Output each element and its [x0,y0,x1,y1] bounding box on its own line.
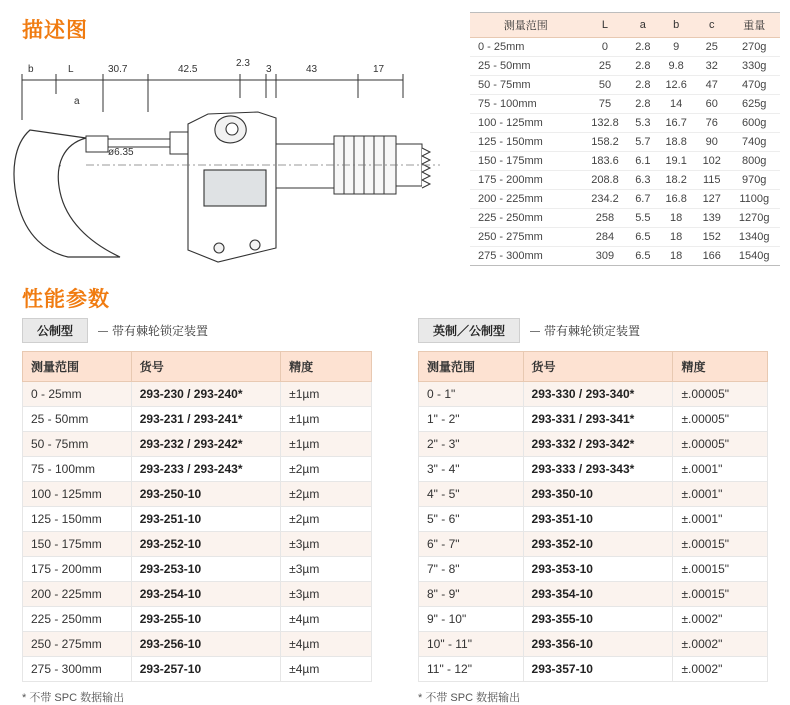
inch-model-block [418,318,768,705]
table-cell: 47 [695,76,728,95]
table-cell: 1270g [728,209,780,228]
cell-accuracy: ±3µm [281,582,372,607]
cell-accuracy: ±.00015" [673,557,768,582]
col-header-code: 货号 [131,352,280,382]
table-cell: 970g [728,171,780,190]
table-cell: 76 [695,114,728,133]
table-cell: 225 - 250mm [470,209,581,228]
cell-accuracy: ±4µm [281,657,372,682]
table-row [23,482,372,507]
cell-accuracy: ±2µm [281,507,372,532]
cell-accuracy: ±1µm [281,407,372,432]
cell-range: 10" - 11" [419,632,524,657]
col-header-L: L [581,13,628,38]
table-row [470,228,780,247]
table-cell: 234.2 [581,190,628,209]
table-row [23,532,372,557]
table-cell: 150 - 175mm [470,152,581,171]
col-header-range: 测量范围 [470,13,581,38]
table-cell: 75 - 100mm [470,95,581,114]
table-cell: 132.8 [581,114,628,133]
inch-order-table [418,351,768,682]
table-row [23,382,372,407]
table-row [470,57,780,76]
col-header-b: b [657,13,695,38]
label-42-5: 42.5 [178,64,198,75]
cell-accuracy: ±1µm [281,382,372,407]
table-row [23,607,372,632]
cell-order-code: 293-256-10 [131,632,280,657]
cell-order-code: 293-255-10 [131,607,280,632]
table-cell: 6.5 [628,247,657,266]
table-cell: 50 [581,76,628,95]
cell-order-code: 293-350-10 [523,482,673,507]
label-43: 43 [306,64,318,75]
table-cell: 158.2 [581,133,628,152]
label-dia-6-35: ø6.35 [108,147,134,158]
col-header-weight: 重量 [728,13,780,38]
table-row [419,457,768,482]
cell-accuracy: ±.00015" [673,582,768,607]
table-cell: 9 [657,38,695,57]
cell-range: 200 - 225mm [23,582,132,607]
cell-range: 75 - 100mm [23,457,132,482]
table-cell: 139 [695,209,728,228]
table-row [470,76,780,95]
table-cell: 600g [728,114,780,133]
cell-range: 275 - 300mm [23,657,132,682]
label-b: b [28,64,34,75]
metric-ratchet-note: 带有棘轮锁定装置 [98,322,208,339]
cell-accuracy: ±.00005" [673,382,768,407]
table-cell: 100 - 125mm [470,114,581,133]
cell-range: 7" - 8" [419,557,524,582]
inch-type-tag: 英制／公制型 [418,318,520,343]
table-cell: 25 [581,57,628,76]
cell-accuracy: ±.0001" [673,482,768,507]
metric-type-tag: 公制型 [22,318,88,343]
metric-block-header [22,318,372,343]
table-cell: 9.8 [657,57,695,76]
table-cell: 175 - 200mm [470,171,581,190]
inch-ratchet-note: 带有棘轮锁定装置 [530,322,640,339]
table-cell: 90 [695,133,728,152]
table-row [470,38,780,57]
table-cell: 6.1 [628,152,657,171]
cell-order-code: 293-354-10 [523,582,673,607]
cell-range: 2" - 3" [419,432,524,457]
cell-range: 0 - 1" [419,382,524,407]
col-header-a: a [628,13,657,38]
cell-range: 0 - 25mm [23,382,132,407]
table-row [23,582,372,607]
col-header-c: c [695,13,728,38]
table-header-row [419,352,768,382]
cell-accuracy: ±2µm [281,482,372,507]
label-17: 17 [373,64,385,75]
cell-order-code: 293-251-10 [131,507,280,532]
table-cell: 18 [657,209,695,228]
table-cell: 19.1 [657,152,695,171]
table-row [419,532,768,557]
table-row [23,657,372,682]
cell-order-code: 293-253-10 [131,557,280,582]
table-cell: 2.8 [628,76,657,95]
table-cell: 2.8 [628,95,657,114]
cell-accuracy: ±3µm [281,557,372,582]
cell-accuracy: ±.0001" [673,457,768,482]
table-row [470,190,780,209]
inch-block-header [418,318,768,343]
cell-order-code: 293-356-10 [523,632,673,657]
cell-accuracy: ±.0002" [673,607,768,632]
table-cell: 1340g [728,228,780,247]
table-row [23,407,372,432]
table-cell: 6.3 [628,171,657,190]
table-cell: 14 [657,95,695,114]
inch-footnote: * 不带 SPC 数据输出 [418,692,521,704]
table-cell: 0 - 25mm [470,38,581,57]
table-cell: 740g [728,133,780,152]
cell-order-code: 293-330 / 293-340* [523,382,673,407]
label-3: 3 [266,64,272,75]
cell-range: 50 - 75mm [23,432,132,457]
cell-range: 250 - 275mm [23,632,132,657]
table-cell: 12.6 [657,76,695,95]
col-header-accuracy: 精度 [281,352,372,382]
table-cell: 284 [581,228,628,247]
cell-order-code: 293-353-10 [523,557,673,582]
table-cell: 18 [657,247,695,266]
cell-range: 6" - 7" [419,532,524,557]
cell-range: 4" - 5" [419,482,524,507]
table-row [419,607,768,632]
table-row [470,171,780,190]
table-header-row [470,13,780,38]
cell-order-code: 293-352-10 [523,532,673,557]
cell-range: 3" - 4" [419,457,524,482]
table-row [470,209,780,228]
table-cell: 102 [695,152,728,171]
table-row [419,557,768,582]
table-cell: 208.8 [581,171,628,190]
table-row [470,152,780,171]
col-header-range: 测量范围 [419,352,524,382]
table-row [419,432,768,457]
table-cell: 800g [728,152,780,171]
micrometer-dimension-drawing [8,52,458,267]
col-header-code: 货号 [523,352,673,382]
table-row [419,657,768,682]
metric-footnote: * 不带 SPC 数据输出 [22,692,125,704]
cell-accuracy: ±1µm [281,432,372,457]
cell-order-code: 293-233 / 293-243* [131,457,280,482]
cell-accuracy: ±4µm [281,607,372,632]
table-cell: 6.5 [628,228,657,247]
metric-order-table [22,351,372,682]
cell-accuracy: ±.00015" [673,532,768,557]
table-row [470,95,780,114]
label-2-3: 2.3 [236,58,250,69]
table-header-row [23,352,372,382]
table-cell: 470g [728,76,780,95]
table-row [419,582,768,607]
table-cell: 1100g [728,190,780,209]
cell-order-code: 293-355-10 [523,607,673,632]
cell-range: 5" - 6" [419,507,524,532]
cell-range: 8" - 9" [419,582,524,607]
table-cell: 50 - 75mm [470,76,581,95]
table-cell: 270g [728,38,780,57]
table-cell: 5.5 [628,209,657,228]
table-row [23,632,372,657]
table-row [23,432,372,457]
table-cell: 25 - 50mm [470,57,581,76]
table-cell: 0 [581,38,628,57]
table-row [470,133,780,152]
page-title-description: 描述图 [22,19,88,42]
cell-range: 125 - 150mm [23,507,132,532]
table-row [419,507,768,532]
table-cell: 18.8 [657,133,695,152]
table-cell: 60 [695,95,728,114]
table-row [419,407,768,432]
cell-accuracy: ±.0002" [673,657,768,682]
table-row [470,114,780,133]
cell-order-code: 293-332 / 293-342* [523,432,673,457]
table-cell: 2.8 [628,38,657,57]
cell-order-code: 293-232 / 293-242* [131,432,280,457]
table-cell: 166 [695,247,728,266]
metric-model-block [22,318,372,705]
table-cell: 6.7 [628,190,657,209]
table-cell: 18 [657,228,695,247]
table-row [419,632,768,657]
cell-range: 175 - 200mm [23,557,132,582]
cell-range: 9" - 10" [419,607,524,632]
table-cell: 250 - 275mm [470,228,581,247]
table-cell: 5.7 [628,133,657,152]
table-row [23,507,372,532]
cell-range: 150 - 175mm [23,532,132,557]
table-cell: 2.8 [628,57,657,76]
cell-order-code: 293-351-10 [523,507,673,532]
table-cell: 1540g [728,247,780,266]
cell-accuracy: ±.00005" [673,432,768,457]
col-header-range: 测量范围 [23,352,132,382]
cell-range: 225 - 250mm [23,607,132,632]
table-row [23,557,372,582]
table-cell: 115 [695,171,728,190]
cell-accuracy: ±3µm [281,532,372,557]
table-cell: 75 [581,95,628,114]
cell-accuracy: ±.0001" [673,507,768,532]
cell-range: 100 - 125mm [23,482,132,507]
cell-order-code: 293-231 / 293-241* [131,407,280,432]
table-cell: 152 [695,228,728,247]
cell-range: 25 - 50mm [23,407,132,432]
table-cell: 330g [728,57,780,76]
cell-order-code: 293-254-10 [131,582,280,607]
table-cell: 16.8 [657,190,695,209]
label-L: L [68,64,74,75]
table-cell: 258 [581,209,628,228]
page-title-performance: 性能参数 [22,288,110,311]
table-row [419,382,768,407]
table-cell: 5.3 [628,114,657,133]
table-cell: 125 - 150mm [470,133,581,152]
cell-order-code: 293-357-10 [523,657,673,682]
cell-order-code: 293-257-10 [131,657,280,682]
cell-order-code: 293-230 / 293-240* [131,382,280,407]
cell-range: 1" - 2" [419,407,524,432]
table-cell: 309 [581,247,628,266]
cell-order-code: 293-250-10 [131,482,280,507]
table-cell: 18.2 [657,171,695,190]
cell-order-code: 293-331 / 293-341* [523,407,673,432]
table-cell: 25 [695,38,728,57]
table-cell: 625g [728,95,780,114]
cell-accuracy: ±2µm [281,457,372,482]
cell-order-code: 293-333 / 293-343* [523,457,673,482]
table-cell: 127 [695,190,728,209]
table-row [23,457,372,482]
table-row [419,482,768,507]
label-30-7: 30.7 [108,64,128,75]
cell-accuracy: ±.0002" [673,632,768,657]
table-cell: 16.7 [657,114,695,133]
table-row [470,247,780,266]
table-cell: 183.6 [581,152,628,171]
table-cell: 200 - 225mm [470,190,581,209]
col-header-accuracy: 精度 [673,352,768,382]
cell-range: 11" - 12" [419,657,524,682]
table-cell: 275 - 300mm [470,247,581,266]
label-a: a [74,96,80,107]
table-cell: 32 [695,57,728,76]
cell-order-code: 293-252-10 [131,532,280,557]
dimension-spec-table [470,12,780,266]
cell-accuracy: ±.00005" [673,407,768,432]
cell-accuracy: ±4µm [281,632,372,657]
